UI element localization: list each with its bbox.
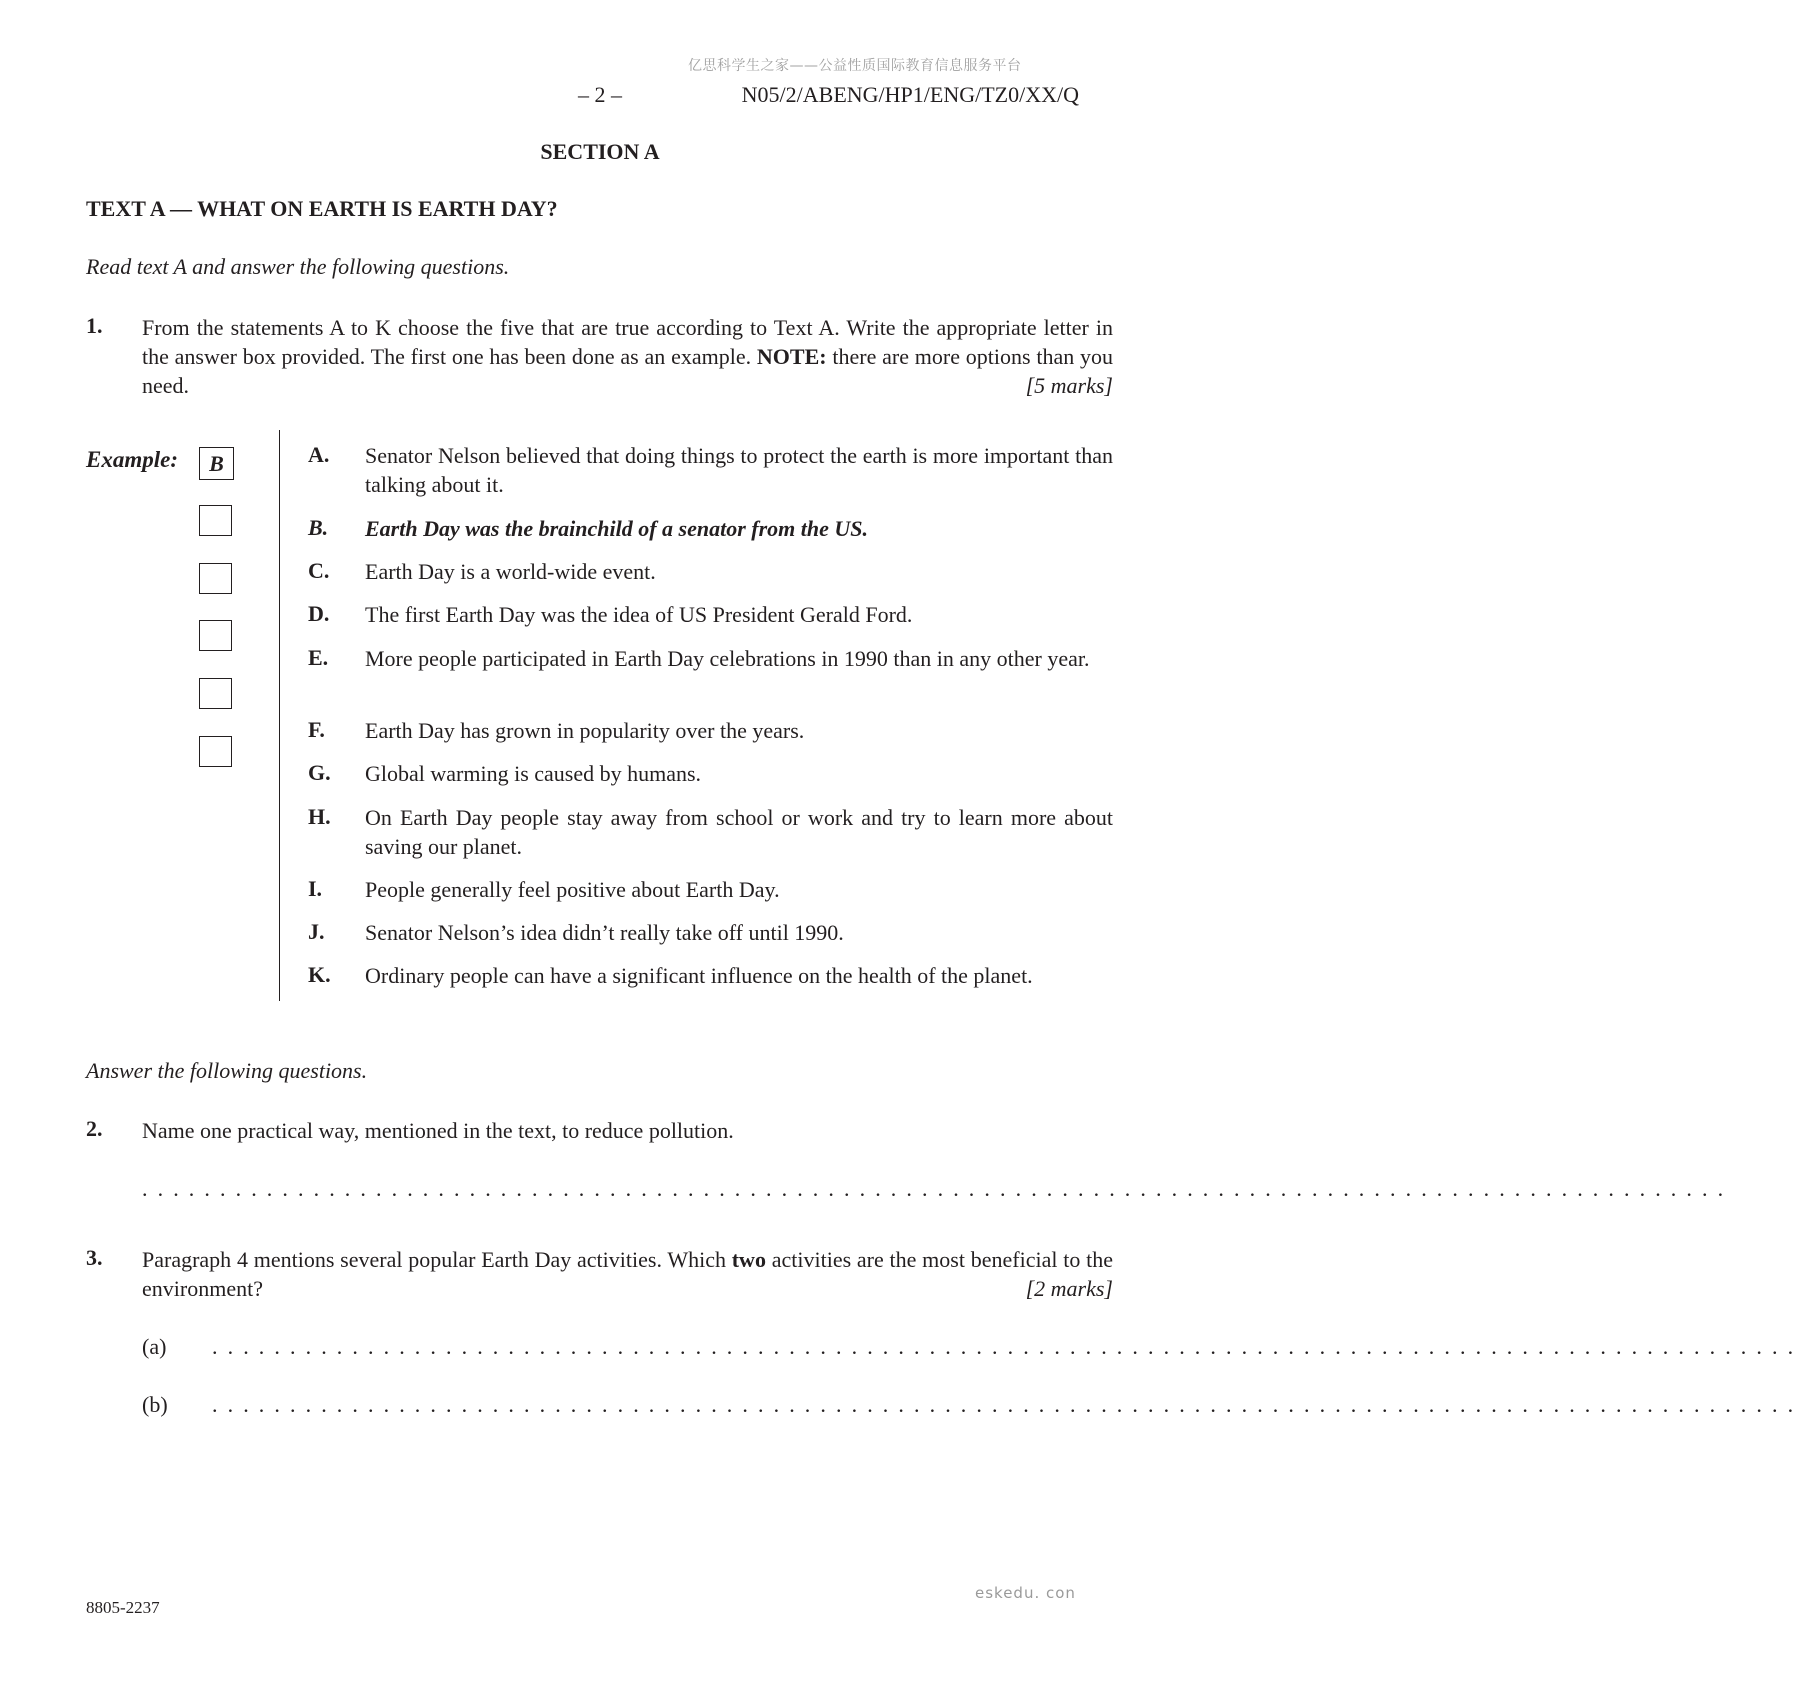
option-letter: I. bbox=[308, 876, 323, 901]
option-text: Senator Nelson’s idea didn’t really take off until 1990. bbox=[365, 920, 844, 945]
option-text: Senator Nelson believed that doing things to protect the earth is more important than talking about it. bbox=[365, 443, 1113, 497]
footer-site: eskedu. con bbox=[975, 1584, 1076, 1602]
answer-box-1[interactable] bbox=[199, 505, 232, 536]
option-text: Global warming is caused by humans. bbox=[365, 761, 702, 786]
answer-line-a[interactable]: . . . . . . . . . . . . . . . . . . . . . . . . . . . . . . . . . . . . . . . . . . . . . . . . . . . . . . . . . . . . . . . . . . . . . . . . . . . . . . . . . . . . . . . . . . . . . . . . . . . . . . bbox=[212, 1334, 1795, 1359]
question-1-text-part1: From the statements A to K choose the five that are true according to Text A. Write the appropriate letter in the answer box provided. The first one has been done as an example. bbox=[142, 315, 1113, 369]
question-3-number: 3. bbox=[86, 1245, 103, 1270]
footer-code: 8805-2237 bbox=[86, 1598, 160, 1617]
answer-box-3[interactable] bbox=[199, 620, 232, 651]
option-text: On Earth Day people stay away from school or work and try to learn more about saving our planet. bbox=[365, 805, 1113, 859]
answer-line-b[interactable]: . . . . . . . . . . . . . . . . . . . . . . . . . . . . . . . . . . . . . . . . . . . . . . . . . . . . . . . . . . . . . . . . . . . . . . . . . . . . . . . . . . . . . . . . . . . . . . . . . . . . . . bbox=[212, 1392, 1795, 1417]
answer-line-q2[interactable]: . . . . . . . . . . . . . . . . . . . . . . . . . . . . . . . . . . . . . . . . . . . . . . . . . . . . . . . . . . . . . . . . . . . . . . . . . . . . . . . . . . . . . . . . . . . . . . . . . . . . . . bbox=[142, 1176, 1726, 1201]
question-2-text: Name one practical way, mentioned in the text, to reduce pollution. bbox=[142, 1118, 734, 1143]
divider-line bbox=[279, 430, 280, 1001]
option-text: More people participated in Earth Day celebrations in 1990 than in any other year. bbox=[365, 646, 1090, 671]
question-1-text-part2: there are more options than you need. bbox=[142, 344, 1113, 398]
question-3-text-part1: Paragraph 4 mentions several popular Earth Day activities. Which bbox=[142, 1247, 732, 1272]
watermark-text: 亿思科学生之家——公益性质国际教育信息服务平台 bbox=[688, 58, 1022, 74]
option-letter: J. bbox=[308, 919, 325, 944]
question-3-text-part2: activities are the most beneficial to the environment? bbox=[142, 1247, 1113, 1301]
option-letter: G. bbox=[308, 760, 331, 785]
read-instruction: Read text A and answer the following questions. bbox=[86, 254, 510, 279]
option-text: Earth Day has grown in popularity over the years. bbox=[365, 718, 805, 743]
note-label: NOTE: bbox=[756, 344, 827, 369]
part-b-label: (b) bbox=[142, 1392, 168, 1417]
example-answer-box: B bbox=[199, 447, 234, 480]
part-a-label: (a) bbox=[142, 1334, 167, 1359]
question-2-number: 2. bbox=[86, 1116, 103, 1141]
option-letter: H. bbox=[308, 804, 331, 829]
answer-box-2[interactable] bbox=[199, 563, 232, 594]
example-label: Example: bbox=[86, 447, 178, 472]
page-number: – 2 – bbox=[578, 82, 622, 107]
option-letter: F. bbox=[308, 717, 325, 742]
question-1-marks: [5 marks] bbox=[1025, 373, 1113, 398]
question-1-number: 1. bbox=[86, 313, 103, 338]
answer-box-5[interactable] bbox=[199, 736, 232, 767]
option-letter: B. bbox=[308, 515, 329, 540]
answer-box-4[interactable] bbox=[199, 678, 232, 709]
option-text: Earth Day is a world-wide event. bbox=[365, 559, 656, 584]
option-letter: A. bbox=[308, 442, 330, 467]
paper-code: N05/2/ABENG/HP1/ENG/TZ0/XX/Q bbox=[741, 82, 1079, 107]
section-title: SECTION A bbox=[540, 139, 660, 164]
question-3-marks: [2 marks] bbox=[1025, 1276, 1113, 1301]
option-letter: K. bbox=[308, 962, 331, 987]
question-1-text bbox=[142, 313, 1113, 400]
option-letter: D. bbox=[308, 601, 330, 626]
option-letter: E. bbox=[308, 645, 329, 670]
question-3-bold-word: two bbox=[731, 1247, 766, 1272]
text-title: TEXT A — WHAT ON EARTH IS EARTH DAY? bbox=[86, 196, 558, 221]
option-text: Ordinary people can have a significant influence on the health of the planet. bbox=[365, 963, 1033, 988]
answer-instruction: Answer the following questions. bbox=[86, 1058, 368, 1083]
option-text: The first Earth Day was the idea of US President Gerald Ford. bbox=[365, 602, 913, 627]
option-text: People generally feel positive about Earth Day. bbox=[365, 877, 780, 902]
option-letter: C. bbox=[308, 558, 330, 583]
question-3-text bbox=[142, 1245, 1113, 1303]
option-text: Earth Day was the brainchild of a senator from the US. bbox=[365, 516, 869, 541]
